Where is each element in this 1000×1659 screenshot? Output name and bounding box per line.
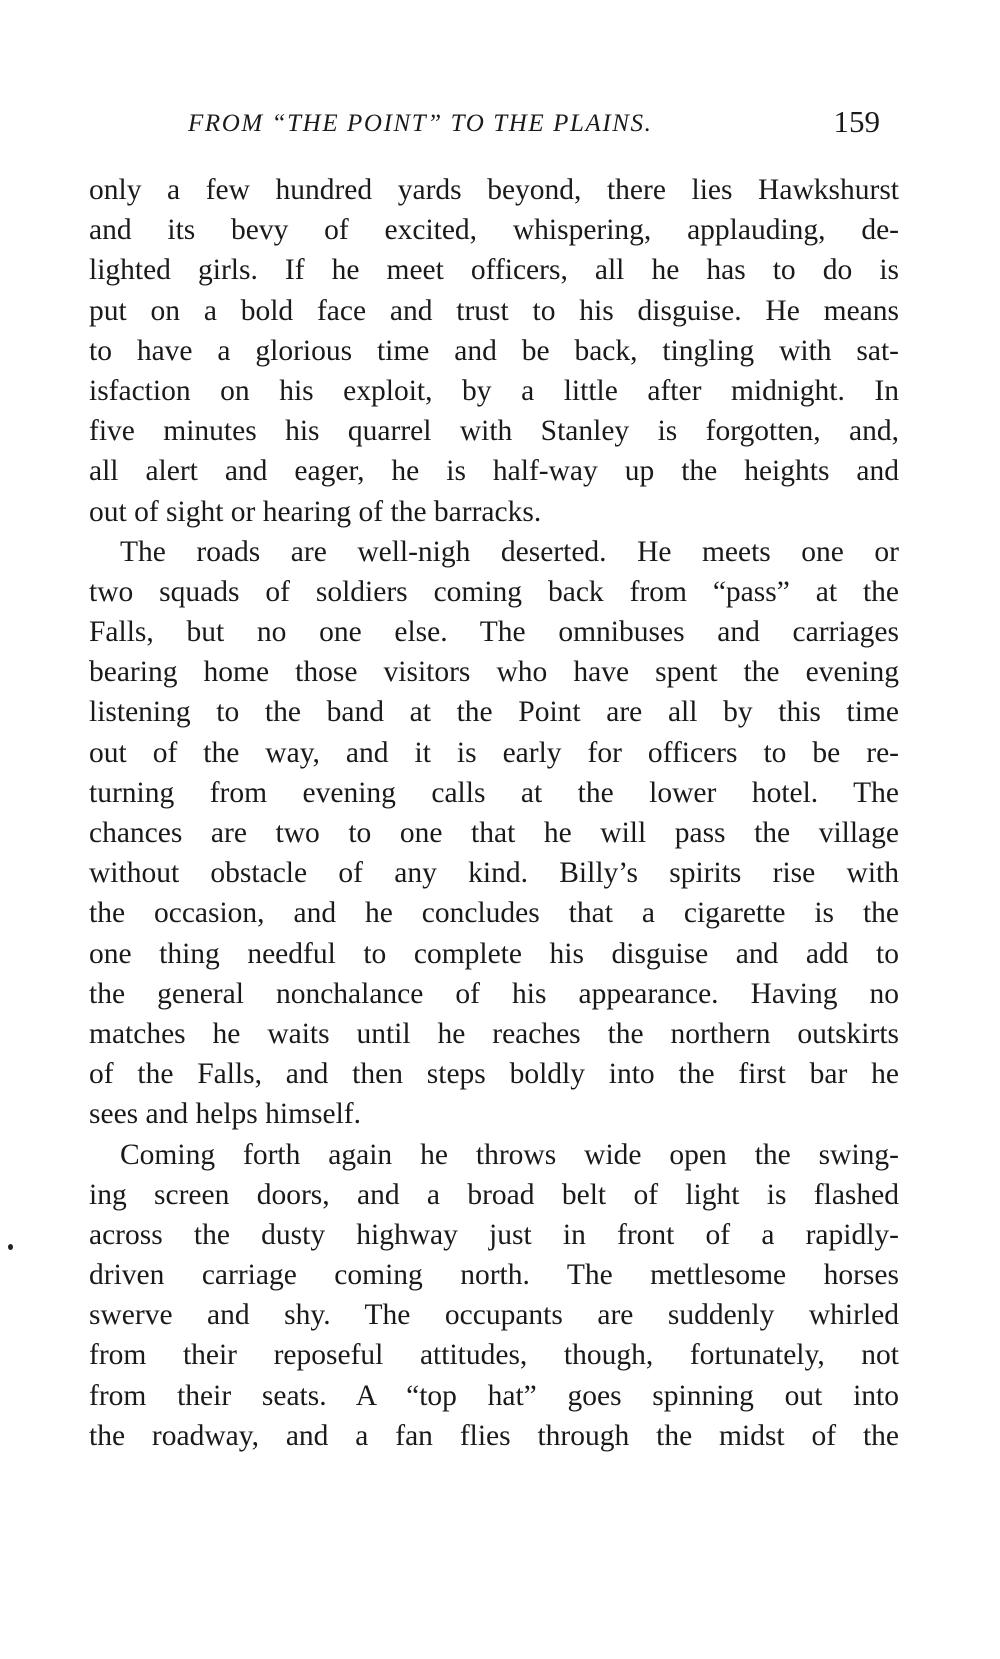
text-line: one thing needful to complete his disguise and add to xyxy=(89,937,899,970)
text-line: five minutes his quarrel with Stanley is forgotten, and, xyxy=(89,415,899,448)
text-line: swerve and shy. The occupants are suddenly whirled xyxy=(89,1299,899,1332)
text-line: the occasion, and he concludes that a cigarette is the xyxy=(89,897,899,930)
text-line: isfaction on his exploit, by a little after midnight. In xyxy=(89,374,899,407)
text-line: ing screen doors, and a broad belt of light is flashed xyxy=(89,1178,899,1211)
text-line: The roads are well-nigh deserted. He meets one or xyxy=(120,535,899,568)
text-line: without obstacle of any kind. Billy’s spirits rise with xyxy=(89,857,899,890)
text-line: Falls, but no one else. The omnibuses and carriages xyxy=(89,616,899,649)
text-line: out of the way, and it is early for officers to be re- xyxy=(89,736,899,769)
text-line: two squads of soldiers coming back from “pass” at the xyxy=(89,575,899,608)
text-line: only a few hundred yards beyond, there lies Hawkshurst xyxy=(89,174,899,206)
text-line: turning from evening calls at the lower hotel. The xyxy=(89,776,899,809)
text-line: of the Falls, and then steps boldly into the first bar he xyxy=(89,1058,899,1091)
text-line: driven carriage coming north. The mettlesome horses xyxy=(89,1259,899,1292)
paragraph-1 xyxy=(89,170,899,532)
text-line: from their reposeful attitudes, though, fortunately, not xyxy=(89,1339,899,1372)
paragraph-3 xyxy=(89,1135,899,1457)
text-line: lighted girls. If he meet officers, all he has to do is xyxy=(89,254,899,287)
scan-speck xyxy=(8,1244,13,1250)
text-line: matches he waits until he reaches the northern outskirts xyxy=(89,1017,899,1050)
body-text xyxy=(89,170,899,1456)
text-line: all alert and eager, he is half-way up the heights and xyxy=(89,455,899,488)
text-line: to have a glorious time and be back, tingling with sat- xyxy=(89,334,899,367)
page-number: 159 xyxy=(833,104,880,139)
text-line: sees and helps himself. xyxy=(89,1098,361,1131)
text-line: Coming forth again he throws wide open the swing- xyxy=(120,1138,899,1171)
text-line: bearing home those visitors who have spent the evening xyxy=(89,656,899,689)
text-line: from their seats. A “top hat” goes spinning out into xyxy=(89,1379,899,1412)
text-line: listening to the band at the Point are all by this time xyxy=(89,696,899,729)
text-line: chances are two to one that he will pass the village xyxy=(89,817,899,849)
text-line: the general nonchalance of his appearance. Having no xyxy=(89,977,899,1010)
running-title: FROM “THE POINT” TO THE PLAINS. xyxy=(188,110,653,137)
text-line: the roadway, and a fan flies through the midst of the xyxy=(89,1419,899,1452)
text-line: out of sight or hearing of the barracks. xyxy=(89,495,542,528)
text-line: across the dusty highway just in front of a rapidly- xyxy=(89,1218,899,1251)
text-line: and its bevy of excited, whispering, applauding, de- xyxy=(89,214,899,247)
running-head xyxy=(170,104,880,150)
paragraph-2 xyxy=(89,532,899,1135)
text-line: put on a bold face and trust to his disguise. He means xyxy=(89,294,899,327)
